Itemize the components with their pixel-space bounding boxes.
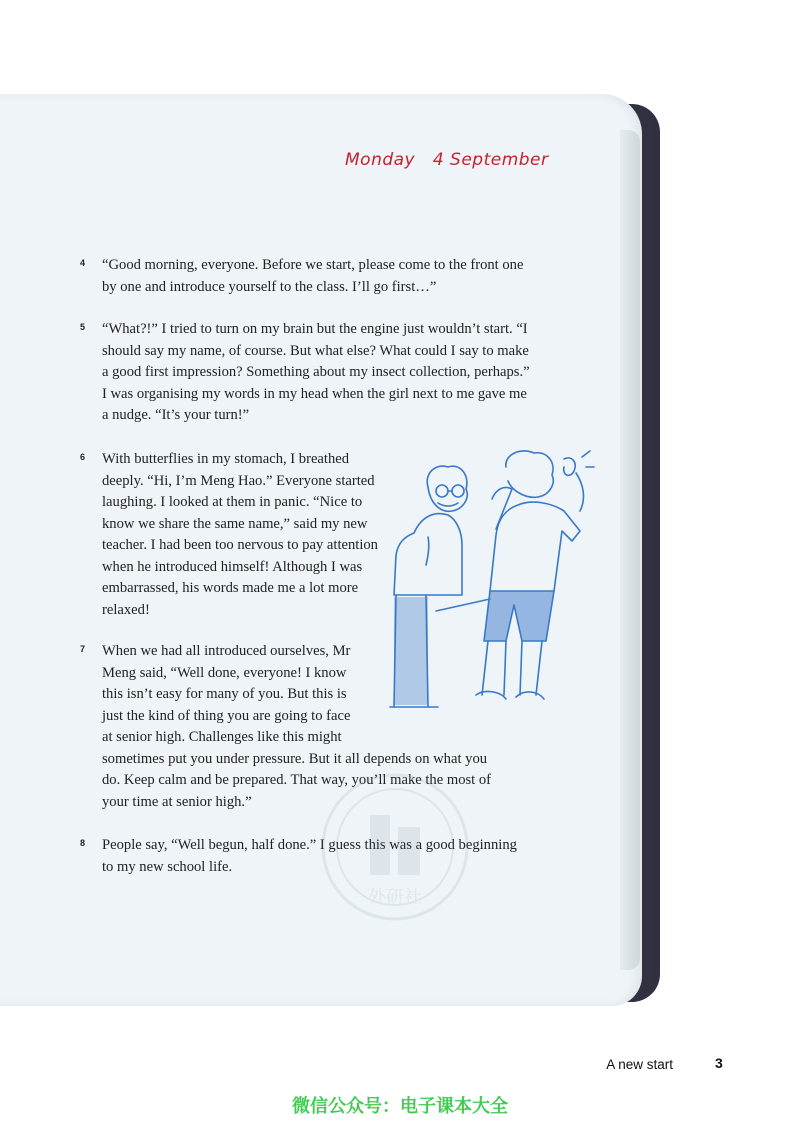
text-line: at senior high. Challenges like this might xyxy=(102,729,342,745)
paragraph xyxy=(80,449,380,621)
text-line: do. Keep calm and be prepared. That way, you’ll make the most of xyxy=(102,772,492,788)
text-line: your time at senior high.” xyxy=(102,793,252,810)
publisher-seal-watermark xyxy=(318,765,473,935)
text-line: this isn’t easy for many of you. But this is xyxy=(102,686,347,702)
paragraph-number: 5 xyxy=(80,322,86,332)
teacher-and-student-illustration xyxy=(386,445,596,713)
text-line: sometimes put you under pressure. But it all depends on what you xyxy=(102,750,488,767)
text-line: Meng said, “Well done, everyone! I know xyxy=(102,664,347,681)
paragraph-text: People say, “Well begun, half done.” I guess this was a good beginning to my new school life. xyxy=(102,837,517,875)
paragraph-number: 8 xyxy=(80,838,86,848)
paragraph-number: 7 xyxy=(80,644,86,654)
paragraph xyxy=(80,319,530,427)
wechat-account-label: 微信公众号：电子课本大全 xyxy=(292,1096,508,1117)
paragraph-text: “Good morning, everyone. Before we start, please come to the front one by one and introduce yourself to the class. I’ll go first…” xyxy=(102,257,524,295)
paragraph-text: “What?!” I tried to turn on my brain but the engine just wouldn’t start. “I should say my name, of course. But what else? What could I say to make a good first impression? Something about my insect collection, perhaps.” I was organising my words in my head when the girl next to me gave me a nudge. “It’s your turn!” xyxy=(102,321,530,423)
text-line: just the kind of thing you are going to face xyxy=(102,707,351,724)
paragraph-number: 6 xyxy=(80,452,86,462)
footer-section-title: A new start xyxy=(606,1057,673,1072)
paragraph xyxy=(80,255,530,298)
watermark-text: 外研社 xyxy=(368,887,422,908)
page-number: 3 xyxy=(715,1055,723,1071)
paragraph-text: With butterflies in my stomach, I breathed deeply. “Hi, I’m Meng Hao.” Everyone started laughing. I looked at them in panic. “Nice to know we share the same name,” said my new teacher. I had been too nervous to pay attention when he introduced himself! Although I was embarrassed, his words made me a lot more relaxed! xyxy=(102,451,378,618)
paragraph-number: 4 xyxy=(80,258,86,268)
diary-date: Monday 4 September xyxy=(345,150,549,170)
text-line: When we had all introduced ourselves, Mr xyxy=(102,643,351,659)
page-edge xyxy=(620,130,640,970)
